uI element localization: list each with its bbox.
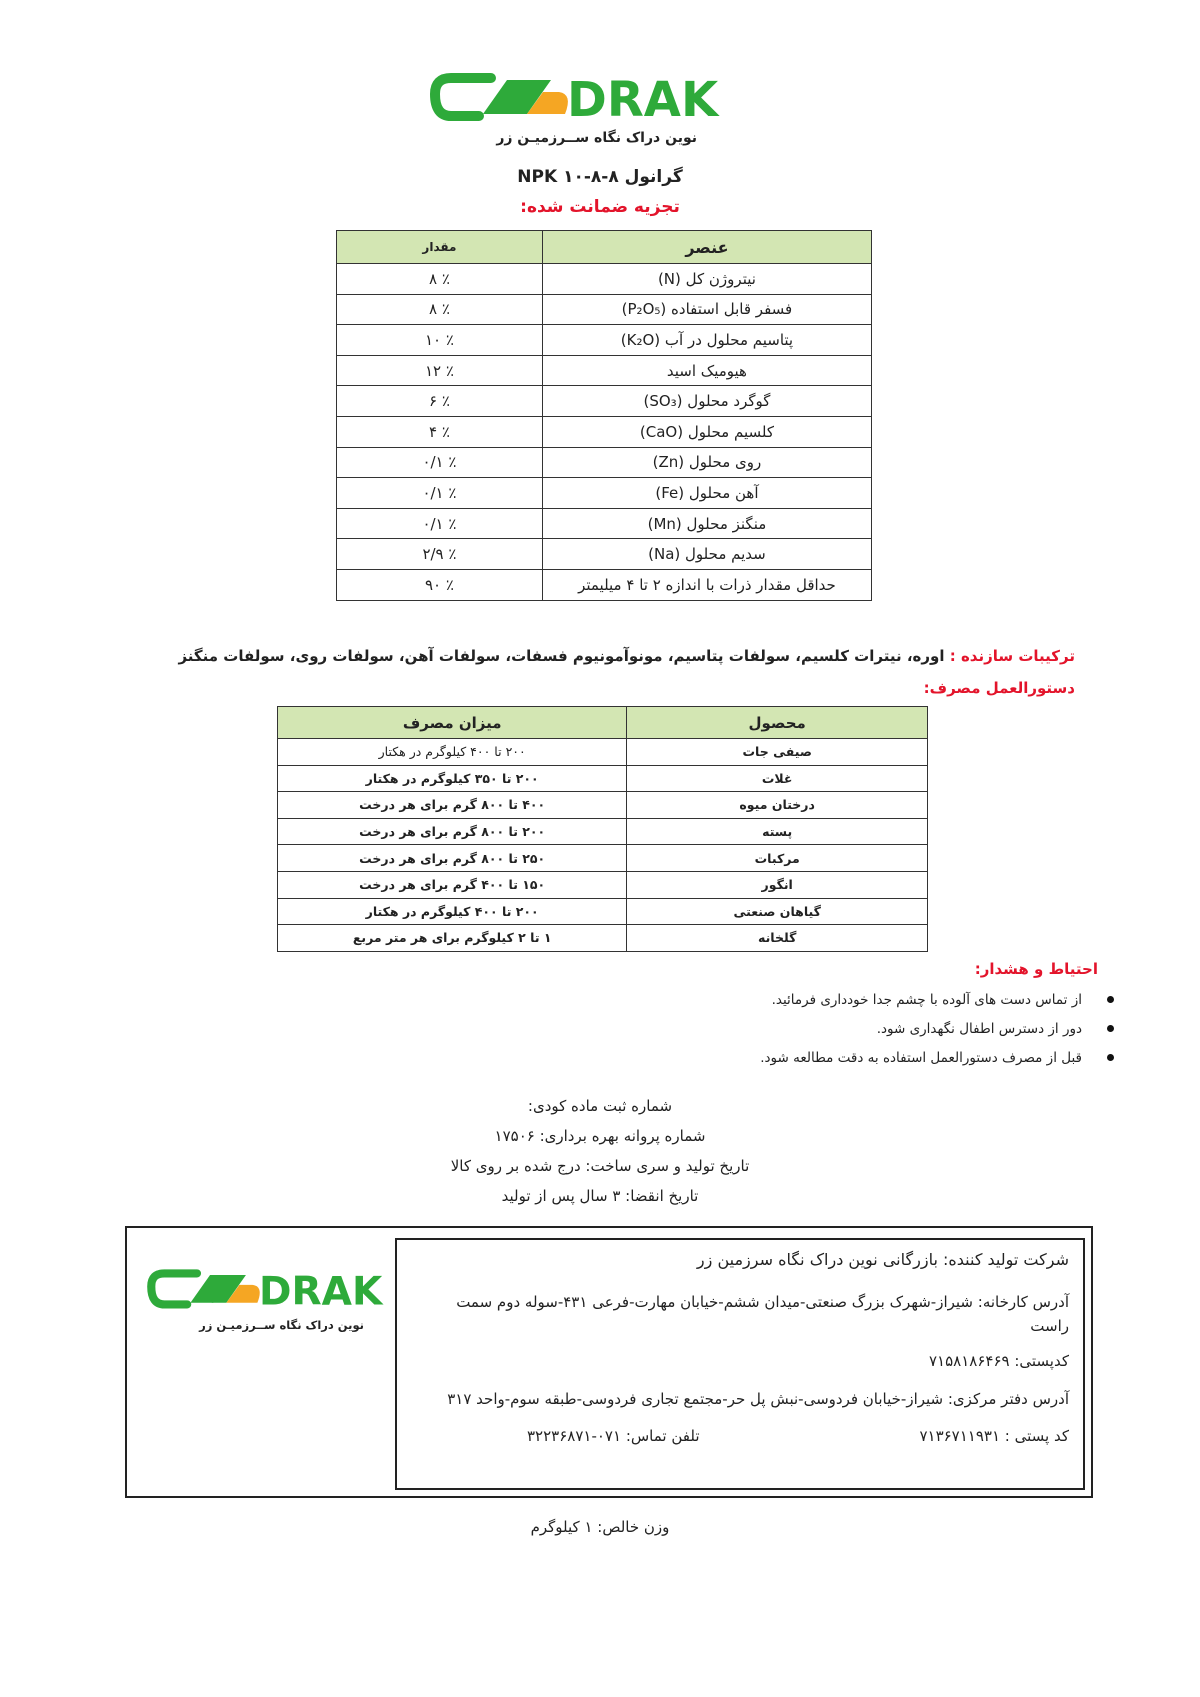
composition-line — [150, 647, 1075, 665]
brand-logo-small — [148, 1268, 383, 1332]
net-weight: وزن خالص: ۱ کیلوگرم — [530, 1518, 670, 1536]
crop-cell: گلخانه — [627, 925, 928, 952]
logo-tagline: نوین دراک نگاه ســرزمیـن زر — [496, 130, 697, 146]
element-cell: روی محلول (Zn) — [542, 447, 871, 478]
directions-label: دستورالعمل مصرف: — [923, 679, 1075, 697]
table-row — [278, 765, 928, 792]
crop-cell: صیفی جات — [627, 739, 928, 766]
rate-cell: ۱۵۰ تا ۴۰۰ گرم برای هر درخت — [278, 871, 627, 898]
table-row — [337, 508, 872, 539]
crop-cell: غلات — [627, 765, 928, 792]
element-cell: حداقل مقدار ذرات با اندازه ۲ تا ۴ میلیمتر — [542, 569, 871, 600]
brand-logo — [431, 72, 719, 146]
table-row — [337, 539, 872, 570]
warning-item: از تماس دست های آلوده با چشم جدا خودداری فرمائید. — [150, 990, 1130, 1019]
warning-item: دور از دسترس اطفال نگهداری شود. — [150, 1019, 1130, 1048]
table-row — [278, 792, 928, 819]
table-row — [337, 569, 872, 600]
office-address: آدرس دفتر مرکزی: شیراز-خیابان فردوسی-نبش پل حر-مجتمع تجاری فردوسی-طبقه سوم-واحد ۳۱۷ — [447, 1390, 1069, 1408]
crop-cell: درختان میوه — [627, 792, 928, 819]
table-row — [337, 294, 872, 325]
logo-emblem-icon — [148, 1268, 383, 1318]
crop-cell: انگور — [627, 871, 928, 898]
header-rate: میزان مصرف — [278, 707, 627, 739]
phone-number: تلفن تماس: ۰۷۱-۳۲۲۳۶۸۷۱ — [527, 1427, 700, 1445]
guaranteed-analysis-label: تجزیه ضمانت شده: — [520, 197, 680, 217]
table-row — [278, 845, 928, 872]
element-cell: کلسیم محلول (CaO) — [542, 416, 871, 447]
table-row — [337, 264, 872, 295]
table-row — [337, 447, 872, 478]
amount-cell: ٪ ۰/۱ — [337, 447, 543, 478]
rate-cell: ۲۰۰ تا ۳۵۰ کیلوگرم در هکتار — [278, 765, 627, 792]
production-date: تاریخ تولید و سری ساخت: درج شده بر روی کالا — [450, 1157, 750, 1175]
table-row — [278, 925, 928, 952]
amount-cell: ٪ ۸ — [337, 294, 543, 325]
office-postal-code: کد پستی : ۷۱۳۶۷۱۱۹۳۱ — [919, 1427, 1069, 1445]
amount-cell: ٪ ۱۲ — [337, 355, 543, 386]
amount-cell: ٪ ۴ — [337, 416, 543, 447]
table-row — [278, 818, 928, 845]
rate-cell: ۲۰۰ تا ۸۰۰ گرم برای هر درخت — [278, 818, 627, 845]
amount-cell: ٪ ۱۰ — [337, 325, 543, 356]
amount-cell: ٪ ۰/۱ — [337, 478, 543, 509]
amount-cell: ٪ ۲/۹ — [337, 539, 543, 570]
header-amount: مقدار — [337, 231, 543, 264]
license-number: شماره پروانه بهره برداری: ۱۷۵۰۶ — [494, 1127, 706, 1145]
factory-address: آدرس کارخانه: شیراز-شهرک بزرگ صنعتی-میدان ششم-خیابان مهارت-فرعی ۴۳۱-سوله دوم سمت راست — [456, 1293, 1069, 1335]
logo-tagline: نوین دراک نگاه ســرزمیـن زر — [199, 1318, 364, 1332]
crop-cell: گیاهان صنعتی — [627, 898, 928, 925]
element-cell: فسفر قابل استفاده (P₂O₅) — [542, 294, 871, 325]
table-row — [337, 325, 872, 356]
composition-label: ترکیبات سازنده : — [949, 647, 1075, 665]
logo-wordmark: DRAK — [567, 72, 719, 128]
amount-cell: ٪ ۹۰ — [337, 569, 543, 600]
element-cell: سدیم محلول (Na) — [542, 539, 871, 570]
element-cell: هیومیک اسید — [542, 355, 871, 386]
warning-item: قبل از مصرف دستورالعمل استفاده به دقت مطالعه شود. — [150, 1048, 1130, 1077]
warnings-title: احتیاط و هشدار: — [974, 960, 1098, 978]
table-row — [337, 478, 872, 509]
element-cell: گوگرد محلول (SO₃) — [542, 386, 871, 417]
table-row — [278, 739, 928, 766]
usage-table — [277, 706, 928, 952]
table-row — [337, 386, 872, 417]
composition-text: اوره، نیترات کلسیم، سولفات پتاسیم، مونوآمونیوم فسفات، سولفات آهن، سولفات روی، سولفات منگنز — [178, 647, 945, 665]
crop-cell: پسته — [627, 818, 928, 845]
element-cell: آهن محلول (Fe) — [542, 478, 871, 509]
rate-cell: ۲۰۰ تا ۴۰۰ کیلوگرم در هکتار — [278, 898, 627, 925]
crop-cell: مرکبات — [627, 845, 928, 872]
element-cell: منگنز محلول (Mn) — [542, 508, 871, 539]
table-row — [278, 871, 928, 898]
header-crop: محصول — [627, 707, 928, 739]
table-row — [337, 416, 872, 447]
element-cell: پتاسیم محلول در آب (K₂O) — [542, 325, 871, 356]
rate-cell: ۱ تا ۲ کیلوگرم برای هر متر مربع — [278, 925, 627, 952]
logo-wordmark: DRAK — [259, 1269, 383, 1315]
factory-postal-code: کدپستی: ۷۱۵۸۱۸۶۴۶۹ — [929, 1352, 1069, 1370]
manufacturer-company: شرکت تولید کننده: بازرگانی نوین دراک نگاه سرزمین زر — [696, 1250, 1069, 1269]
rate-cell: ۲۵۰ تا ۸۰۰ گرم برای هر درخت — [278, 845, 627, 872]
amount-cell: ٪ ۰/۱ — [337, 508, 543, 539]
expiry-date: تاریخ انقضا: ۳ سال پس از تولید — [501, 1187, 699, 1205]
rate-cell: ۴۰۰ تا ۸۰۰ گرم برای هر درخت — [278, 792, 627, 819]
header-element: عنصر — [542, 231, 871, 264]
warnings-list — [150, 990, 1130, 1077]
table-row — [337, 355, 872, 386]
table-row — [278, 898, 928, 925]
amount-cell: ٪ ۸ — [337, 264, 543, 295]
product-title: گرانول NPK ۱۰-۸-۸ — [517, 167, 683, 187]
registration-number: شماره ثبت ماده کودی: — [527, 1097, 673, 1115]
logo-emblem-icon — [431, 72, 719, 132]
analysis-table — [336, 230, 872, 601]
manufacturer-info — [395, 1238, 1085, 1490]
rate-cell: ۲۰۰ تا ۴۰۰ کیلوگرم در هکتار — [278, 739, 627, 766]
amount-cell: ٪ ۶ — [337, 386, 543, 417]
element-cell: نیتروژن کل (N) — [542, 264, 871, 295]
